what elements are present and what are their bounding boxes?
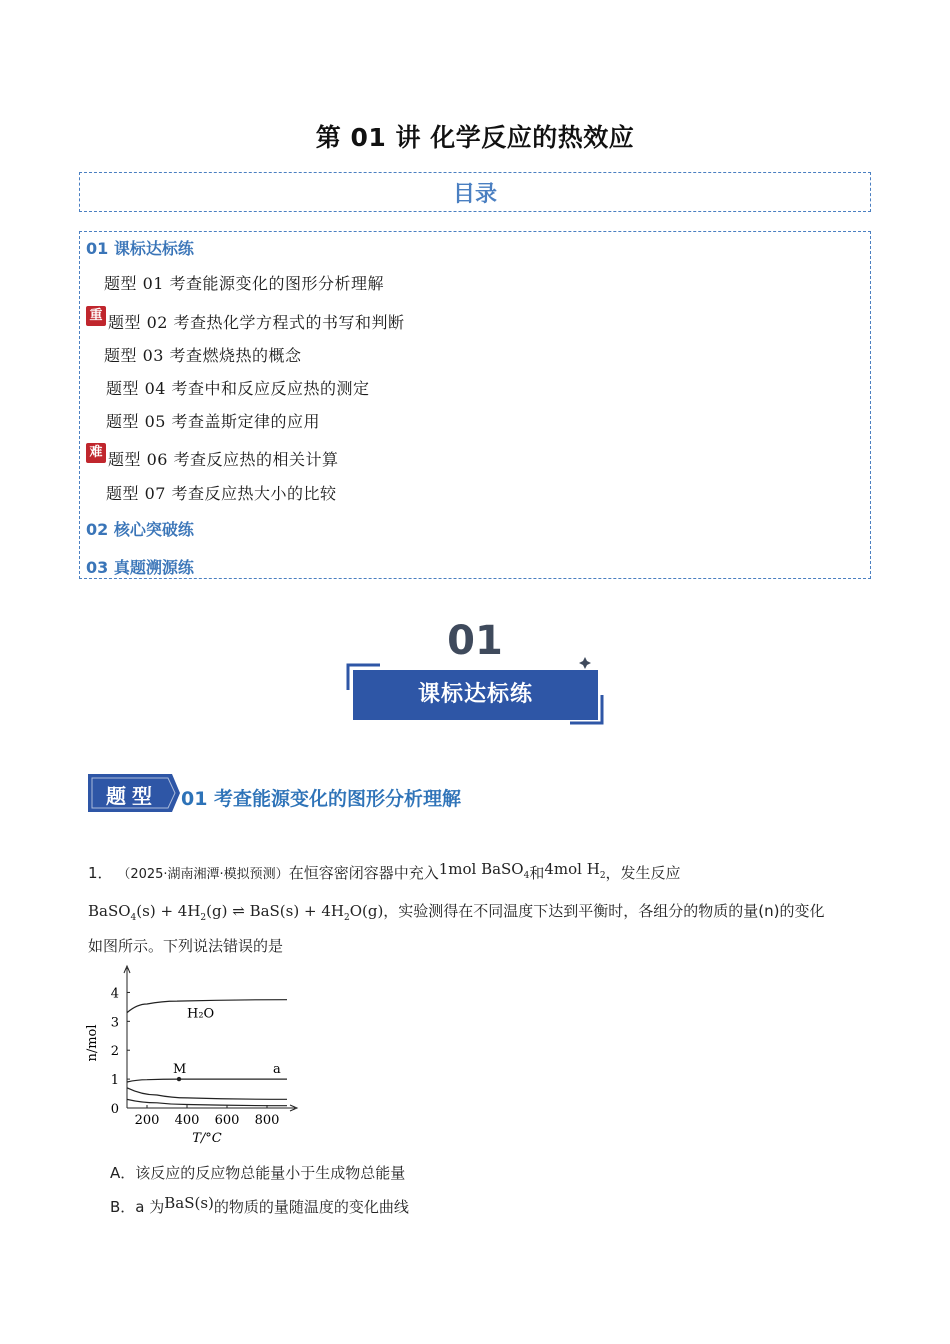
point-m	[177, 1077, 181, 1081]
toc-heading-box	[79, 172, 871, 212]
and-text: 和	[529, 864, 545, 882]
section-number: 01	[447, 618, 503, 664]
option-b-text-b: 的物质的量随温度的变化曲线	[213, 1198, 409, 1216]
option-b-text-a: a 为	[135, 1198, 165, 1216]
option-b-formula: BaS(s)	[164, 1194, 214, 1212]
toc-section-1[interactable]: 01 课标达标练	[86, 239, 194, 258]
y-tick-label: 1	[110, 1073, 119, 1089]
x-tick-label: 800	[254, 1113, 280, 1128]
tixing-title: 01 考查能源变化的图形分析理解	[181, 788, 462, 810]
toc-section-2[interactable]: 02 核心突破练	[86, 520, 194, 539]
question-text-3: ，实验测得在不同温度下达到平衡时，各组分的物质的量(n)的变化	[383, 902, 825, 920]
question-number: 1．	[88, 864, 113, 882]
reaction-equation: BaSO$_4$(s) + $4H_2(g)$ ⇌ $BaS(s) + 4H_2O(g)$	[88, 902, 384, 923]
toc-item-1[interactable]: 题型 01 考查能源变化的图形分析理解	[104, 274, 385, 293]
question-line-3: 如图所示。下列说法错误的是	[88, 937, 284, 955]
toc-item-3[interactable]: 题型 03 考查燃烧热的概念	[104, 346, 302, 365]
formula-baso4: 1mol BaSO$_4$	[438, 860, 530, 881]
x-tick-label: 200	[134, 1113, 160, 1128]
question-text-1: 在恒容密闭容器中充入	[288, 864, 439, 882]
option-a-label: A．	[110, 1164, 136, 1182]
series-label-h2o: H₂O	[187, 1006, 215, 1022]
option-b-label: B．	[110, 1198, 136, 1216]
y-tick-label: 4	[110, 986, 119, 1002]
toc-heading: 目录	[452, 182, 497, 207]
option-a-text: 该反应的反应物总能量小于生成物总能量	[135, 1164, 406, 1182]
important-tag: 重	[86, 306, 106, 326]
option-a[interactable]	[110, 1162, 405, 1183]
y-axis-label: n/mol	[85, 1024, 100, 1062]
tixing-badge-label: 题型	[106, 784, 158, 808]
toc-item-6[interactable]: 题型 06 考查反应热的相关计算	[108, 450, 339, 469]
series-line-2	[127, 1079, 287, 1082]
page-title: 第 01 讲 化学反应的热效应	[315, 123, 635, 152]
y-tick-label: 3	[110, 1015, 119, 1031]
formula-h2: 4mol $H_2$	[544, 860, 606, 881]
y-tick-label: 0	[110, 1102, 119, 1117]
toc-item-2[interactable]: 题型 02 考查热化学方程式的书写和判断	[108, 313, 405, 332]
sparkle-icon	[579, 657, 591, 669]
question-text-2: ，发生反应	[605, 864, 681, 882]
y-tick-label: 2	[110, 1044, 119, 1060]
section-banner: 课标达标练	[353, 670, 598, 720]
series-line-4	[127, 1099, 287, 1105]
question-line-1	[88, 862, 681, 885]
difficult-tag: 难	[86, 443, 106, 463]
option-b[interactable]	[110, 1196, 409, 1217]
toc-item-4[interactable]: 题型 04 考查中和反应反应热的测定	[106, 379, 370, 398]
series-line-3	[127, 1088, 287, 1100]
toc-item-5[interactable]: 题型 05 考查盖斯定律的应用	[106, 412, 321, 431]
question-source: （2025·湖南湘潭·模拟预测）	[117, 867, 289, 882]
point-m-label: M	[173, 1062, 187, 1078]
toc-item-7[interactable]: 题型 07 考查反应热大小的比较	[106, 484, 337, 503]
question-line-2	[88, 900, 825, 923]
x-tick-label: 400	[174, 1113, 200, 1128]
x-axis-label: T/°C	[192, 1131, 222, 1146]
series-label-a: a	[273, 1062, 281, 1078]
x-tick-label: 600	[214, 1113, 240, 1128]
equilibrium-chart	[82, 960, 302, 1150]
toc-section-3[interactable]: 03 真题溯源练	[86, 558, 194, 577]
